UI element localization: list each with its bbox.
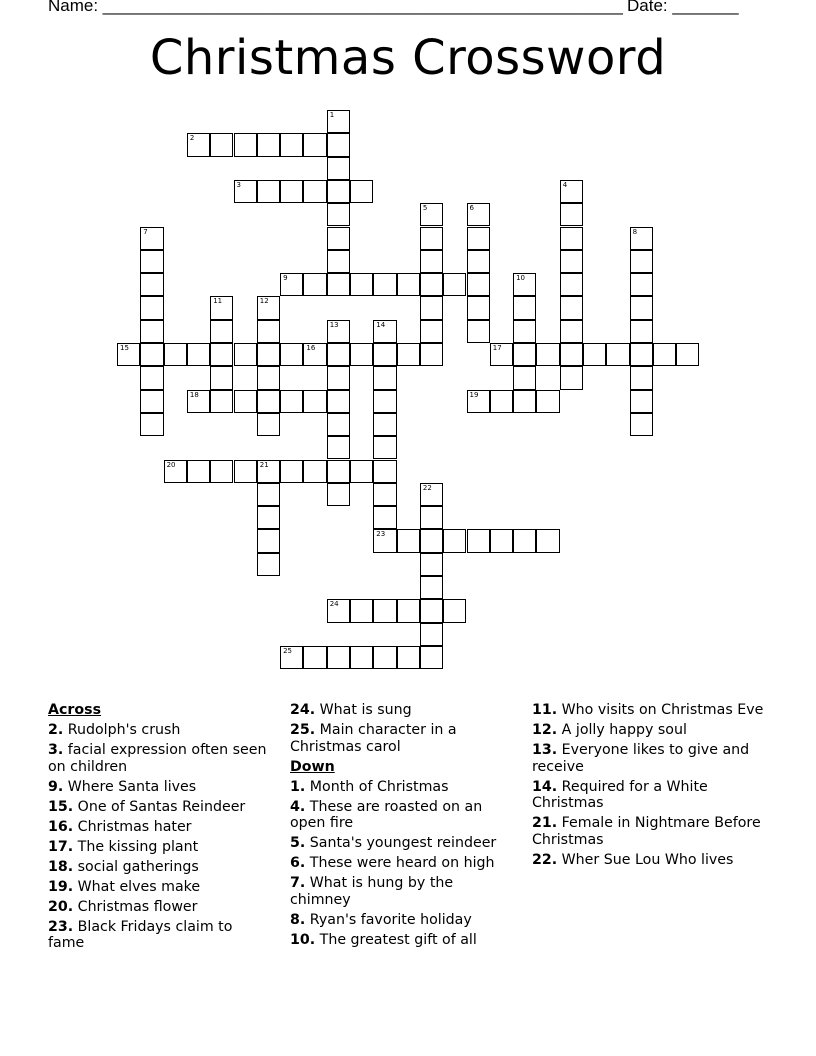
clue-number: 23 [376, 530, 386, 539]
clue-number: 4. [290, 798, 306, 815]
grid-cell[interactable] [583, 343, 606, 366]
grid-cell[interactable] [560, 227, 583, 250]
clue-number: 19. [48, 878, 74, 895]
grid-cell[interactable] [327, 250, 350, 273]
clue-number: 9. [48, 778, 64, 795]
grid-cell[interactable] [140, 390, 163, 413]
clue-number: 11 [213, 297, 223, 306]
grid-cell[interactable] [536, 390, 559, 413]
grid-cell[interactable] [397, 343, 420, 366]
grid-cell[interactable] [513, 343, 536, 366]
grid-cell[interactable] [467, 390, 490, 413]
clue-number: 16. [48, 818, 74, 835]
page-title: Christmas Crossword [149, 30, 667, 86]
grid-cell[interactable] [397, 599, 420, 622]
grid-cell[interactable] [373, 506, 396, 529]
clue-number: 18. [48, 858, 74, 875]
grid-cell[interactable] [467, 203, 490, 226]
clue-item [48, 899, 268, 916]
clue-text: facial expression often seen on children [48, 742, 267, 775]
clue-number: 8. [290, 911, 306, 928]
grid-cell[interactable] [373, 483, 396, 506]
grid-cell[interactable] [140, 227, 163, 250]
grid-cell[interactable] [373, 460, 396, 483]
clue-number: 24 [329, 600, 339, 609]
grid-cell[interactable] [467, 250, 490, 273]
grid-cell[interactable] [327, 436, 350, 459]
grid-cell[interactable] [257, 296, 280, 319]
grid-cell[interactable] [490, 343, 513, 366]
clue-number: 12 [259, 297, 269, 306]
clue-number: 25 [283, 646, 293, 655]
grid-cell[interactable] [420, 203, 443, 226]
grid-cell[interactable] [257, 343, 280, 366]
grid-cell[interactable] [420, 250, 443, 273]
clue-text: Wher Sue Lou Who lives [561, 851, 734, 868]
grid-cell[interactable] [187, 460, 210, 483]
grid-cell[interactable] [234, 180, 257, 203]
section-heading: Down [290, 758, 335, 775]
clue-item [48, 779, 268, 796]
grid-cell[interactable] [210, 390, 233, 413]
clue-number: 16 [306, 344, 316, 352]
clue-text: Black Fridays claim to fame [48, 918, 233, 951]
grid-cell[interactable] [327, 343, 350, 366]
grid-cell[interactable] [350, 273, 373, 296]
clue-number: 5 [422, 204, 428, 213]
clue-number: 10. [290, 931, 316, 948]
grid-cell[interactable] [327, 203, 350, 226]
grid-cell[interactable] [327, 366, 350, 389]
grid-cell[interactable] [630, 296, 653, 319]
grid-cell[interactable] [420, 320, 443, 343]
grid-cell[interactable] [630, 343, 653, 366]
grid-cell[interactable] [420, 553, 443, 576]
clue-item [532, 779, 767, 812]
grid-cell[interactable] [210, 366, 233, 389]
grid-cell[interactable] [257, 180, 280, 203]
grid-cell[interactable] [630, 390, 653, 413]
clue-number: 23. [48, 918, 74, 935]
clue-item [48, 819, 268, 836]
grid-cell[interactable] [560, 250, 583, 273]
grid-cell[interactable] [560, 296, 583, 319]
grid-cell[interactable] [303, 646, 326, 669]
grid-cell[interactable] [164, 460, 187, 483]
grid-cell[interactable] [257, 133, 280, 156]
clue-item [532, 815, 767, 848]
grid-cell[interactable] [513, 366, 536, 389]
grid-cell[interactable] [443, 529, 466, 552]
clue-item [48, 722, 268, 739]
grid-cell[interactable] [397, 273, 420, 296]
grid-cell[interactable] [234, 390, 257, 413]
grid-cell[interactable] [257, 460, 280, 483]
grid-cell[interactable] [467, 320, 490, 343]
clue-text: These were heard on high [309, 855, 495, 871]
grid-cell[interactable] [210, 296, 233, 319]
section-heading: Across [48, 702, 102, 718]
clue-item [290, 835, 510, 852]
grid-cell[interactable] [513, 529, 536, 552]
clue-item [290, 702, 510, 719]
grid-cell[interactable] [140, 273, 163, 296]
grid-cell[interactable] [303, 460, 326, 483]
grid-cell[interactable] [560, 366, 583, 389]
grid-cell[interactable] [443, 273, 466, 296]
grid-cell[interactable] [373, 343, 396, 366]
grid-cell[interactable] [117, 343, 140, 366]
clue-text: What is hung by the chimney [290, 875, 454, 908]
grid-cell[interactable] [536, 343, 559, 366]
clue-text: The greatest gift of all [319, 931, 477, 948]
clue-text: A jolly happy soul [561, 722, 687, 738]
grid-cell[interactable] [467, 273, 490, 296]
clue-text: Main character in a Christmas carol [290, 722, 457, 755]
clue-number: 13 [329, 320, 339, 329]
grid-cell[interactable] [420, 227, 443, 250]
clue-number: 2. [48, 722, 64, 738]
clue-item [532, 852, 767, 869]
grid-cell[interactable] [280, 390, 303, 413]
grid-cell[interactable] [420, 529, 443, 552]
clue-text: Santa's youngest reindeer [309, 835, 497, 851]
clue-item [290, 875, 510, 908]
grid-cell[interactable] [303, 343, 326, 366]
name-field: Name: _______________________________________________________ [48, 0, 623, 15]
clue-item [290, 932, 510, 949]
grid-cell[interactable] [560, 320, 583, 343]
date-field: Date: _______ [627, 0, 739, 15]
grid-cell[interactable] [257, 320, 280, 343]
clue-number: 4 [562, 180, 568, 189]
clue-text: Ryan's favorite holiday [309, 911, 472, 928]
clue-item [290, 779, 510, 796]
grid-cell[interactable] [327, 320, 350, 343]
grid-cell[interactable] [280, 646, 303, 669]
clue-item [290, 799, 510, 832]
clue-number: 8 [632, 227, 638, 236]
grid-cell[interactable] [420, 599, 443, 622]
clue-text: Christmas flower [77, 898, 198, 915]
clue-number: 22 [422, 483, 432, 492]
clue-number: 3 [236, 180, 241, 189]
grid-cell[interactable] [420, 646, 443, 669]
grid-cell[interactable] [303, 133, 326, 156]
clue-text: One of Santas Reindeer [77, 798, 246, 815]
clue-item [48, 799, 268, 816]
grid-cell[interactable] [234, 133, 257, 156]
clue-text: Where Santa lives [67, 778, 197, 795]
grid-cell[interactable] [327, 390, 350, 413]
clue-number: 2 [189, 134, 195, 143]
clue-number: 18 [189, 390, 199, 399]
grid-cell[interactable] [280, 460, 303, 483]
clue-text: What is sung [319, 702, 412, 718]
grid-cell[interactable] [327, 180, 350, 203]
grid-cell[interactable] [513, 273, 536, 296]
grid-cell[interactable] [373, 390, 396, 413]
grid-cell[interactable] [187, 133, 210, 156]
grid-cell[interactable] [140, 320, 163, 343]
grid-cell[interactable] [467, 227, 490, 250]
grid-cell[interactable] [140, 250, 163, 273]
clue-number: 24. [290, 702, 316, 718]
clue-number: 14. [532, 778, 558, 795]
clue-item [48, 859, 268, 876]
grid-cell[interactable] [303, 390, 326, 413]
clue-column-3 [532, 702, 767, 872]
grid-cell[interactable] [676, 343, 699, 366]
clue-text: What elves make [77, 878, 201, 895]
grid-cell[interactable] [327, 273, 350, 296]
grid-cell[interactable] [350, 460, 373, 483]
grid-cell[interactable] [327, 157, 350, 180]
grid-cell[interactable] [490, 529, 513, 552]
clue-number: 21 [259, 460, 269, 469]
grid-cell[interactable] [420, 623, 443, 646]
grid-cell[interactable] [350, 180, 373, 203]
clue-column-2 [290, 702, 510, 952]
clue-item [48, 839, 268, 856]
grid-cell[interactable] [420, 483, 443, 506]
clue-item [532, 722, 767, 739]
grid-cell[interactable] [513, 320, 536, 343]
grid-cell[interactable] [560, 343, 583, 366]
grid-cell[interactable] [327, 413, 350, 436]
grid-cell[interactable] [560, 180, 583, 203]
grid-cell[interactable] [560, 203, 583, 226]
grid-cell[interactable] [327, 110, 350, 133]
clue-item [532, 742, 767, 775]
grid-cell[interactable] [350, 343, 373, 366]
clue-item [532, 702, 767, 719]
grid-cell[interactable] [140, 343, 163, 366]
grid-cell[interactable] [397, 529, 420, 552]
clue-text: Female in Nightmare Before Christmas [532, 815, 761, 848]
clue-number: 9 [283, 274, 288, 283]
clue-number: 10 [516, 274, 526, 283]
clue-number: 14 [376, 320, 386, 329]
clue-number: 19 [469, 390, 479, 399]
clue-number: 3. [48, 742, 64, 758]
grid-cell[interactable] [280, 133, 303, 156]
grid-cell[interactable] [373, 646, 396, 669]
clue-text: Christmas hater [77, 818, 192, 835]
clue-text: Who visits on Christmas Eve [561, 702, 764, 718]
grid-cell[interactable] [420, 296, 443, 319]
grid-cell[interactable] [420, 506, 443, 529]
grid-cell[interactable] [257, 553, 280, 576]
grid-cell[interactable] [164, 343, 187, 366]
grid-cell[interactable] [350, 599, 373, 622]
grid-cell[interactable] [327, 133, 350, 156]
grid-cell[interactable] [257, 413, 280, 436]
clue-number: 1. [290, 778, 306, 795]
clue-text: Required for a White Christmas [532, 778, 708, 811]
grid-cell[interactable] [187, 390, 210, 413]
grid-cell[interactable] [606, 343, 629, 366]
grid-cell[interactable] [140, 366, 163, 389]
clue-number: 21. [532, 815, 558, 831]
grid-cell[interactable] [373, 320, 396, 343]
grid-cell[interactable] [187, 343, 210, 366]
clue-number: 1 [329, 111, 335, 119]
grid-cell[interactable] [303, 180, 326, 203]
grid-cell[interactable] [210, 133, 233, 156]
grid-cell[interactable] [467, 296, 490, 319]
grid-cell[interactable] [234, 460, 257, 483]
clue-number: 17. [48, 838, 74, 855]
grid-cell[interactable] [630, 227, 653, 250]
clue-number: 12. [532, 722, 558, 738]
clue-item [48, 742, 268, 775]
grid-cell[interactable] [373, 366, 396, 389]
clue-number: 13. [532, 742, 558, 758]
clue-number: 7. [290, 875, 306, 891]
clue-number: 6 [469, 204, 474, 213]
grid-cell[interactable] [257, 366, 280, 389]
grid-cell[interactable] [280, 273, 303, 296]
grid-cell[interactable] [467, 529, 490, 552]
grid-cell[interactable] [490, 390, 513, 413]
grid-cell[interactable] [257, 506, 280, 529]
grid-cell[interactable] [420, 273, 443, 296]
grid-cell[interactable] [280, 180, 303, 203]
grid-cell[interactable] [327, 599, 350, 622]
grid-cell[interactable] [280, 343, 303, 366]
grid-cell[interactable] [327, 227, 350, 250]
grid-cell[interactable] [373, 273, 396, 296]
clue-number: 15 [120, 344, 129, 352]
clue-text: Everyone likes to give and receive [532, 742, 750, 775]
clue-text: social gatherings [77, 858, 199, 875]
clue-text: Rudolph's crush [67, 722, 181, 738]
clue-number: 5. [290, 835, 306, 851]
clue-number: 25. [290, 722, 316, 738]
grid-cell[interactable] [303, 273, 326, 296]
clue-item [290, 722, 510, 755]
grid-cell[interactable] [210, 320, 233, 343]
grid-cell[interactable] [140, 413, 163, 436]
clue-number: 20. [48, 898, 74, 915]
clue-column-1 [48, 702, 268, 955]
grid-cell[interactable] [210, 343, 233, 366]
grid-cell[interactable] [513, 296, 536, 319]
grid-cell[interactable] [630, 366, 653, 389]
grid-cell[interactable] [140, 296, 163, 319]
grid-cell[interactable] [630, 250, 653, 273]
clue-text: The kissing plant [77, 838, 199, 855]
grid-cell[interactable] [373, 529, 396, 552]
clue-number: 22. [532, 851, 558, 868]
grid-cell[interactable] [536, 529, 559, 552]
clue-number: 15. [48, 798, 74, 815]
clue-item [48, 919, 268, 952]
grid-cell[interactable] [630, 320, 653, 343]
grid-cell[interactable] [257, 529, 280, 552]
grid-cell[interactable] [327, 646, 350, 669]
grid-cell[interactable] [327, 483, 350, 506]
clue-number: 20 [166, 460, 176, 469]
grid-cell[interactable] [420, 343, 443, 366]
grid-cell[interactable] [234, 343, 257, 366]
grid-cell[interactable] [257, 483, 280, 506]
grid-cell[interactable] [397, 646, 420, 669]
clue-item [48, 879, 268, 896]
grid-cell[interactable] [420, 576, 443, 599]
grid-cell[interactable] [327, 460, 350, 483]
grid-cell[interactable] [560, 273, 583, 296]
grid-cell[interactable] [373, 413, 396, 436]
grid-cell[interactable] [630, 413, 653, 436]
grid-cell[interactable] [257, 390, 280, 413]
clue-item [290, 855, 510, 872]
clue-number: 7 [143, 227, 148, 236]
grid-cell[interactable] [350, 646, 373, 669]
clue-number: 17 [492, 344, 502, 352]
grid-cell[interactable] [373, 436, 396, 459]
clue-number: 11. [532, 702, 558, 718]
grid-cell[interactable] [653, 343, 676, 366]
clue-number: 6. [290, 855, 306, 871]
clue-item [290, 912, 510, 929]
grid-cell[interactable] [443, 599, 466, 622]
grid-cell[interactable] [373, 599, 396, 622]
grid-cell[interactable] [630, 273, 653, 296]
grid-cell[interactable] [210, 460, 233, 483]
clue-text: These are roasted on an open fire [290, 798, 483, 831]
clue-text: Month of Christmas [309, 778, 449, 795]
grid-cell[interactable] [513, 390, 536, 413]
